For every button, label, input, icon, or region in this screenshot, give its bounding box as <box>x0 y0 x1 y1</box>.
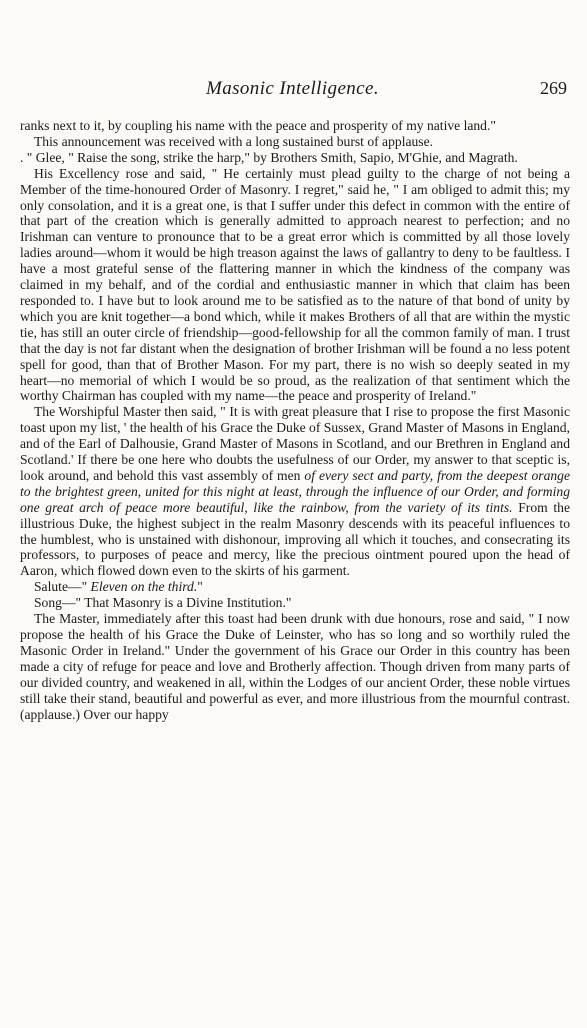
paragraph-text: From the illustrious Duke, the highest subject in the realm Masonry descends with its peaceful influences to the humblest, who is unstained with dishonour, improving all which it touches, and consecrating its professors, to purposes of peace and mercy, like the precious ointment poured upon the head of Aaron, which flowed down even to the skirts of his garment. <box>20 499 570 579</box>
running-header <box>18 78 567 106</box>
paragraph-worshipful-master <box>20 404 570 579</box>
paragraph-song <box>20 595 570 611</box>
paragraph-text: Song—" That Masonry is a Divine Institution." <box>34 595 292 611</box>
page-number: 269 <box>540 78 567 98</box>
paragraph-text: " <box>197 579 203 595</box>
paragraph-text: . " Glee, " Raise the song, strike the harp," by Brothers Smith, Sapio, M'Ghie, and Magrath. <box>20 149 518 165</box>
paragraph-text: His Excellency rose and said, " He certainly must plead guilty to the charge of not being a Member of the time-honoured Order of Masonry. I regret," said he, " I am obliged to admit this; my only consolation, and it is a great one, is that I suffer under this defect in common with the entire of that part of the creation which is generally admitted to approach nearest to perfection; and no Irishman can venture to pronounce that to be a great error which is committed by all those lovely ladies around—whom it would be high treason against the laws of gallantry to deny to be faultless. I have a most grateful sense of the flattering manner in which the kindness of the company was claimed in my behalf, and of the cordial and enthusiastic manner in which that claim has been responded to. I have but to look around me to be satisfied as to the nature of that bond of unity by which you are knit together—a bond which, while it makes Brothers of all that are within the mystic tie, has still an outer circle of friendship—good-fellowship for all the common family of man. I trust that the day is not far distant when the designation of brother Irishman will be found a no less potent spell for good, than that of Brother Mason. For my part, there is no wish so deeply seated in my heart—no memorial of which I would be so proud, as the realization of that sentiment which the worthy Chairman has coupled with my name—the peace and prosperity of Ireland." <box>20 165 570 404</box>
paragraph-text: This announcement was received with a long sustained burst of applause. <box>34 133 434 149</box>
paragraph-text: ranks next to it, by coupling his name with the peace and prosperity of my native land." <box>20 118 496 133</box>
paragraph-italic-text: Eleven on the third. <box>90 579 198 595</box>
paragraph-applause <box>20 134 570 150</box>
paragraph-master-toast <box>20 611 570 722</box>
body-text <box>20 118 570 722</box>
paragraph-excellency-speech <box>20 166 570 405</box>
running-title: Masonic Intelligence. <box>205 78 379 99</box>
paragraph-italic-text: of every sect and party, from the deepest orange to the brightest green, united for this night at least, through the influence of our Order, and forming one great arch of peace more beautiful, like the rainbow, from the variety of its tints. <box>20 467 571 515</box>
paragraph-text: Salute—" <box>34 579 91 595</box>
paragraph-text: The Worshipful Master then said, " It is with great pleasure that I rise to propose the first Masonic toast upon my list, ' the health of his Grace the Duke of Sussex, Grand Master of Masons in England, and of the Earl of Dalhousie, Grand Master of Masons in Scotland, and our Brethren in England and Scotland.' If there be one here who doubts the usefulness of our Order, my answer to that sceptic is, look around, and behold this vast assembly of men <box>20 404 570 483</box>
paragraph-glee <box>20 150 570 166</box>
paragraph-text: The Master, immediately after this toast had been drunk with due honours, rose and said, " I now propose the health of his Grace the Duke of Leinster, who has so long and so worthily ruled the Masonic Order in Ireland." Under the government of his Grace our Order in this country has been made a city of refuge for peace and love and Brotherly affection. Though driven from many parts of our divided country, and weakened in all, within the Lodges of our ancient Order, these noble virtues still take their stand, beautiful and powerful as ever, and more illustrious from the mournful contrast. (applause.) Over our happy <box>20 611 570 722</box>
paragraph-salute <box>20 579 570 595</box>
paragraph-continuation <box>20 118 570 134</box>
